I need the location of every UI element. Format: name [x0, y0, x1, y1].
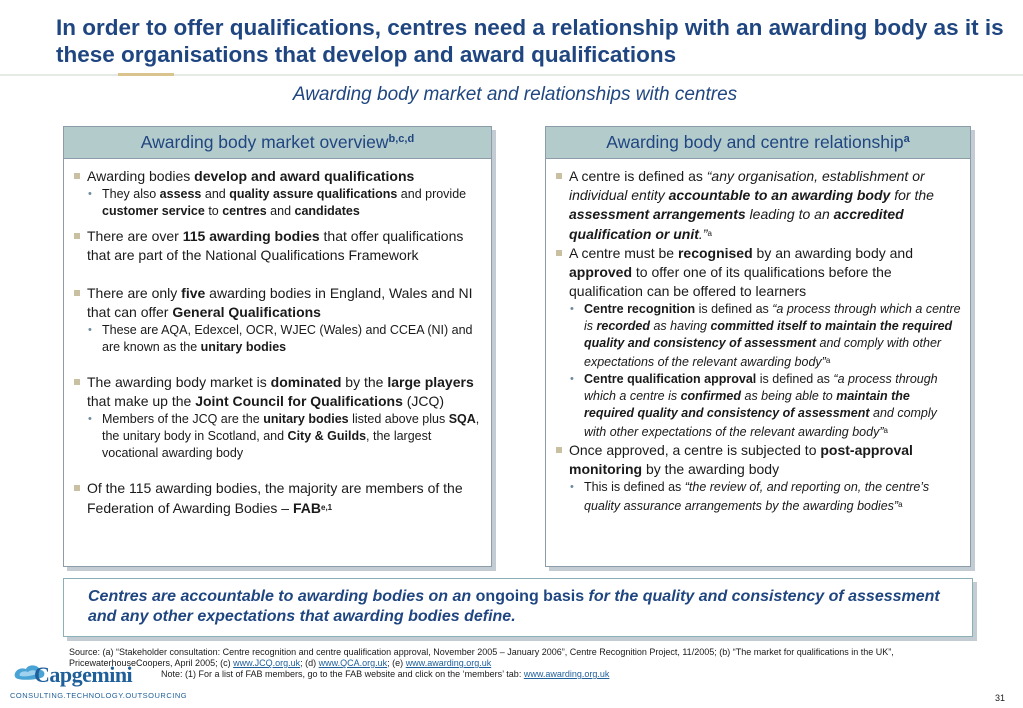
logo-wordmark: Capgemini — [34, 662, 133, 687]
jcq-link[interactable]: www.JCQ.org.uk — [233, 658, 301, 668]
callout-text: Centres are accountable to awarding bodies on an ongoing basis for the quality and consistency of assessment and any other expectations that awarding bodies define. — [88, 588, 940, 625]
footnote: Note: (1) For a list of FAB members, go to the FAB website and click on the ‘members’ tab: www.awarding.org.uk — [161, 669, 610, 679]
bullet-item: The awarding body market is dominated by the large players that make up the Joint Council for Qualifications (JCQ) — [74, 373, 483, 411]
bullet-item: Once approved, a centre is subjected to post-approval monitoring by the awarding body — [556, 441, 962, 479]
sub-bullet-item: • These are AQA, Edexcel, OCR, WJEC (Wales) and CCEA (NI) and are known as the unitary bodies — [85, 322, 483, 356]
sub-bullet-item: • Centre qualification approval is defined as “a process through which a centre is confirmed as being able to maintain the required quality and consistency of assessment and comply with other expectations of the relevant awarding body”$^a$ — [567, 371, 962, 441]
bullet-item: Of the 115 awarding bodies, the majority are members of the Federation of Awarding Bodies – FAB$^{e,1}$ — [74, 479, 483, 518]
panel-heading: Awarding body and centre relationship$^a$ — [546, 127, 970, 159]
panel-heading: Awarding body market overview$^{b,c,d}$ — [64, 127, 491, 159]
awarding-link[interactable]: www.awarding.org.uk — [405, 658, 492, 668]
sub-bullet-item: • Centre recognition is defined as “a process through which a centre is recorded as having committed itself to maintain the required quality and consistency of assessment and comply with other expectations of the relevant awarding body”$^a$ — [567, 301, 962, 371]
page-number: 31 — [995, 693, 1006, 703]
bullet-item: Awarding bodies develop and award qualifications — [74, 167, 483, 186]
source-citation: Source: (a) “Stakeholder consultation: Centre recognition and centre qualification approval, November 2005 – January 2006”, Centre Recognition Project, 11/2005; (b) “The market for qualifications in the UK”, PricewaterhouseCoopers, April 2005; (c) www.JCQ.org.uk; (d) www.QCA.org.uk; (e) www.awarding.org.uk — [69, 647, 894, 668]
awarding-body-market-panel — [63, 126, 492, 567]
slide-subtitle: Awarding body market and relationships with centres — [292, 84, 738, 105]
qca-link[interactable]: www.QCA.org.uk — [318, 658, 388, 668]
title-divider — [0, 74, 1023, 76]
sub-bullet-item: • They also assess and quality assure qualifications and provide customer service to centres and candidates — [85, 186, 483, 220]
sub-bullet-item: • This is defined as “the review of, and reporting on, the centre’s quality assurance arrangements by the awarding bodies”$^a$ — [567, 479, 962, 515]
logo-tagline: CONSULTING.TECHNOLOGY.OUTSOURCING — [10, 691, 188, 700]
slide-title: In order to offer qualifications, centres need a relationship with an awarding body as it is these organisations that develop and award qualifications — [56, 15, 1004, 67]
centre-relationship-panel — [545, 126, 971, 567]
fab-members-link[interactable]: www.awarding.org.uk — [523, 669, 610, 679]
bullet-item: A centre must be recognised by an awarding body and approved to offer one of its qualifications before the qualification can be offered to learners — [556, 244, 962, 301]
key-message-callout — [63, 578, 973, 637]
bullet-item: There are over 115 awarding bodies that offer qualifications that are part of the National Qualifications Framework — [74, 227, 483, 265]
bullet-item: A centre is defined as “any organisation, establishment or individual entity accountable to an awarding body for the assessment arrangements leading to an accredited qualification or unit.”$^a$ — [556, 167, 962, 244]
sub-bullet-item: • Members of the JCQ are the unitary bodies listed above plus SQA, the unitary body in Scotland, and City & Guilds, the largest vocational awarding body — [85, 411, 483, 462]
divider-accent — [118, 73, 174, 76]
bullet-item: There are only five awarding bodies in England, Wales and NI that can offer General Qualifications — [74, 284, 483, 322]
